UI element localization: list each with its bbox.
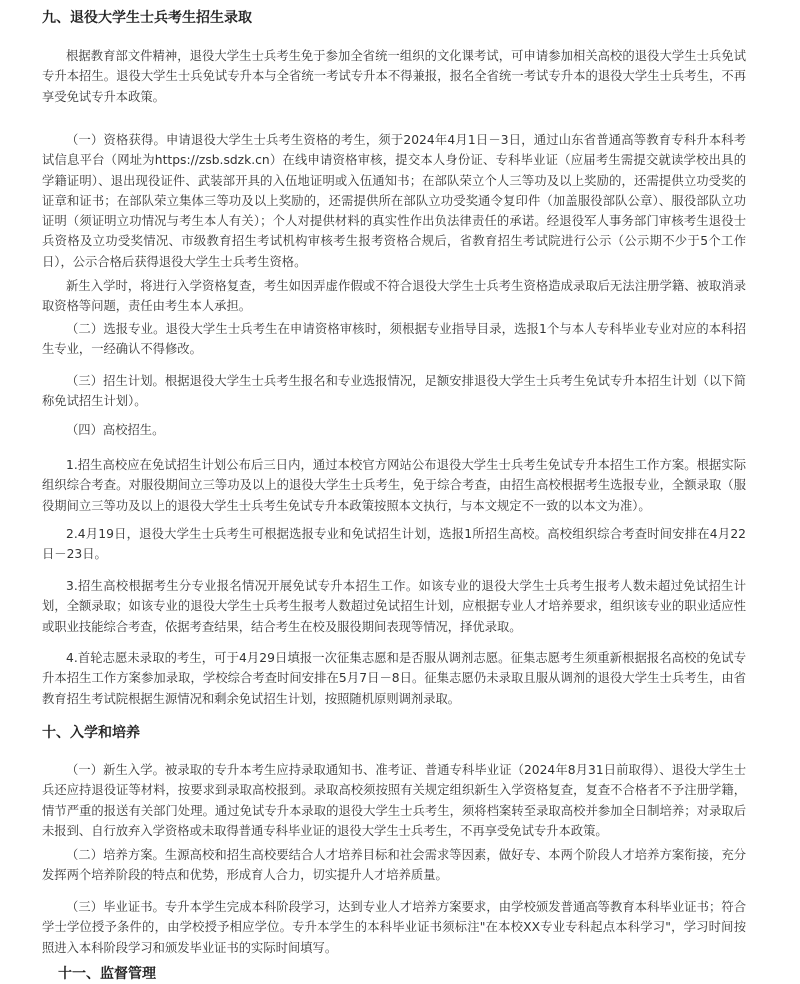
section-heading-11-cutoff bbox=[58, 960, 178, 982]
section-heading-11: 十一、监督管理 bbox=[58, 966, 156, 982]
paragraph-intro: 根据教育部文件精神，退役大学生士兵考生免于参加全省统一组织的文化课考试，可申请参加相关高校的退役大学生士兵免试专升本招生。退役大学生士兵免试专升本与全省统一考试专升本不得兼报，报名全省统一考试专升本的退役大学生士兵考生，不再享受免试专升本政策。 bbox=[42, 49, 746, 104]
paragraph-enrollment-item-4: 4.首轮志愿未录取的考生，可于4月29日填报一次征集志愿和是否服从调剂志愿。征集志愿考生须重新根据报名高校的免试专升本招生工作方案参加录取，学校综合考查时间安排在5月7日－8日。征集志愿仍未录取且服从调剂的退役大学生士兵考生，由省教育招生考试院根据生源情况和剩余免试招生计划，按照随机原则调剂录取。 bbox=[42, 651, 746, 706]
section-heading-10: 十、入学和培养 bbox=[42, 725, 140, 741]
paragraph-qualification: （一）资格获得。申请退役大学生士兵考生资格的考生，须于2024年4月1日－3日，通过山东省普通高等教育专科升本科考试信息平台（网址为https://zsb.sdzk.cn）在线申请资格审核，提交本人身份证、专科毕业证（应届考生需提交就读学校出具的学籍证明）、退出现役证件、武装部开具的入伍地证明或入伍通知书；在部队荣立个人三等功及以上奖励的，还需提供立功受奖的证章和证书；在部队荣立集体三等功及以上奖励的，还需提供所在部队立功受奖通令复印件（加盖服役部队公章）、服役部队立功证明（须证明立功情况与考生本人有关）；个人对提供材料的真实性作出负法律责任的承诺。经退役军人事务部门审核考生退役士兵资格及立功受奖情况、市级教育招生考试机构审核考生报考资格合规后，省教育招生考试院进行公示（公示期不少于5个工作日），公示合格后获得退役大学生士兵考生资格。 bbox=[42, 133, 746, 269]
paragraph-enrollment-item-3: 3.招生高校根据考生分专业报名情况开展免试专升本招生工作。如该专业的退役大学生士兵考生报考人数未超过免试招生计划，全额录取；如该专业的退役大学生士兵考生报考人数超过免试招生计划，应根据专业人才培养要求，组织该专业的职业适应性或职业技能综合考查，依据考查结果，结合考生在校及服役期间表现等情况，择优录取。 bbox=[42, 579, 746, 634]
paragraph-training-plan: （二）培养方案。生源高校和招生高校要结合人才培养目标和社会需求等因素，做好专、本两个阶段人才培养方案衔接，充分发挥两个培养阶段的特点和优势，形成育人合力，切实提升人才培养质量。 bbox=[42, 848, 746, 883]
paragraph-admission-review: 新生入学时，将进行入学资格复查，考生如因弄虚作假或不符合退役大学生士兵考生资格造成录取后无法注册学籍、被取消录取资格等问题，责任由考生本人承担。 bbox=[42, 279, 746, 314]
section-heading-9: 九、退役大学生士兵考生招生录取 bbox=[42, 10, 252, 26]
paragraph-enrollment-item-1: 1.招生高校应在免试招生计划公布后三日内，通过本校官方网站公布退役大学生士兵考生免试专升本招生工作方案。根据实际组织综合考查。对服役期间立三等功及以上的退役大学生士兵考生，免于综合考查，由招生高校根据考生选报专业，全额录取（服役期间立三等功及以上的退役大学生士兵考生免试专升本政策按照本文执行，与本文规定不一致的以本文为准）。 bbox=[42, 458, 746, 513]
paragraph-university-enrollment-title: （四）高校招生。 bbox=[66, 423, 165, 437]
paragraph-enrollment-plan: （三）招生计划。根据退役大学生士兵考生报名和专业选报情况，足额安排退役大学生士兵考生免试专升本招生计划（以下简称免试招生计划）。 bbox=[42, 374, 746, 409]
paragraph-diploma: （三）毕业证书。专升本学生完成本科阶段学习，达到专业人才培养方案要求，由学校颁发普通高等教育本科毕业证书；符合学士学位授予条件的，由学校授予相应学位。专升本学生的本科毕业证书须标注"在本校XX专业专科起点本科学习"，学习时间按照进入本科阶段学习和颁发毕业证书的实际时间填写。 bbox=[42, 900, 746, 955]
paragraph-major-selection: （二）选报专业。退役大学生士兵考生在申请资格审核时，须根据专业指导目录，选报1个与本人专科毕业专业对应的本科招生专业，一经确认不得修改。 bbox=[42, 322, 746, 357]
paragraph-new-student-admission: （一）新生入学。被录取的专升本考生应持录取通知书、准考证、普通专科毕业证（2024年8月31日前取得）、退役大学生士兵还应持退役证等材料，按要求到录取高校报到。录取高校须按照有关规定组织新生入学资格复查，复查不合格者不予注册学籍，情节严重的报送有关部门处理。通过免试专升本录取的退役大学生士兵考生，须将档案转至录取高校并参加全日制培养；对录取后未报到、自行放弃入学资格或未取得普通专科毕业证的退役大学生士兵考生，不再享受免试专升本政策。 bbox=[42, 763, 746, 838]
paragraph-enrollment-item-2: 2.4月19日，退役大学生士兵考生可根据选报专业和免试招生计划，选报1所招生高校。高校组织综合考查时间安排在4月22日－23日。 bbox=[42, 527, 746, 562]
